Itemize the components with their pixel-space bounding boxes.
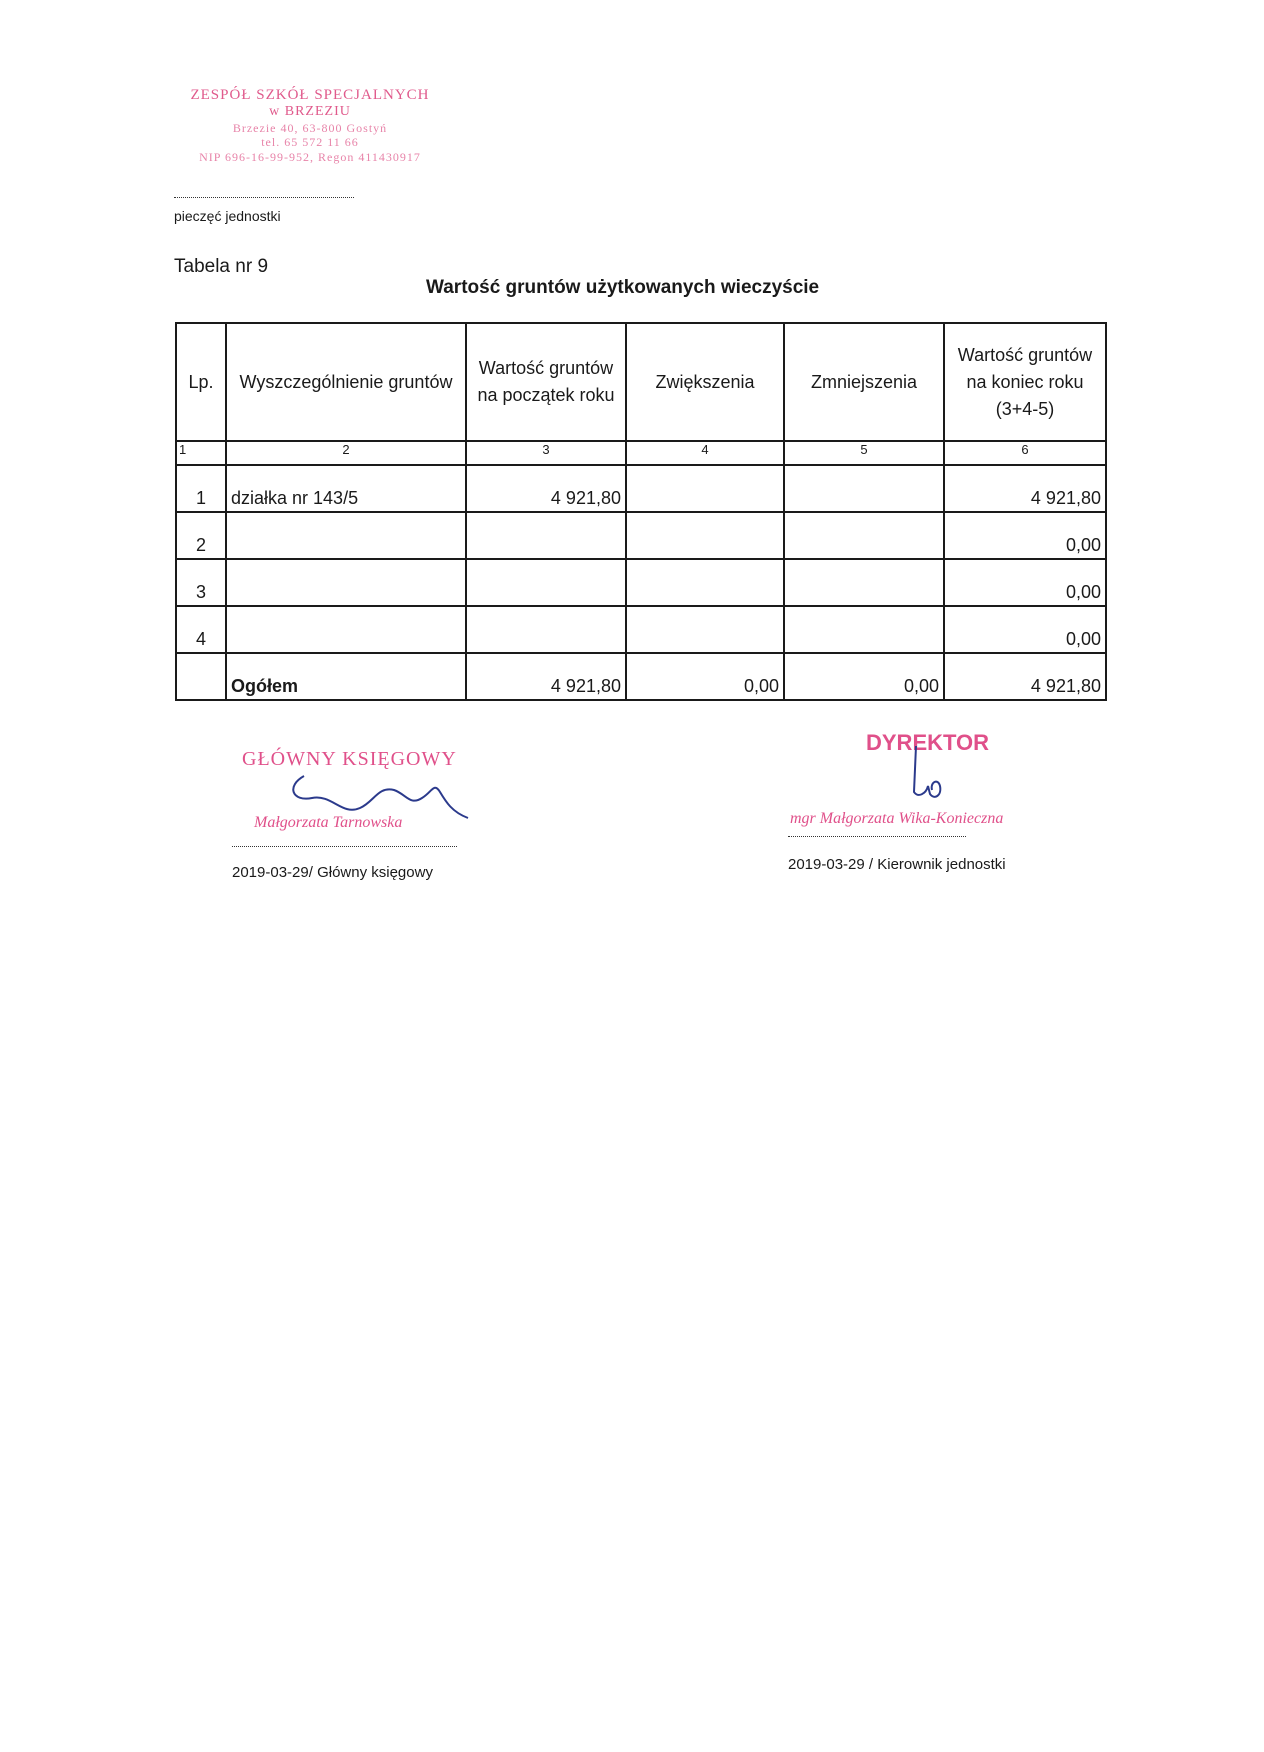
cell-dec: [784, 606, 944, 653]
chief-accountant-stamp-name: Małgorzata Tarnowska: [254, 814, 403, 831]
cell-name: [226, 512, 466, 559]
stamp-line-2: w BRZEZIU: [269, 104, 351, 119]
cell-dec: [784, 465, 944, 512]
stamp-caption: pieczęć jednostki: [174, 208, 281, 224]
col-number: 1: [176, 441, 226, 465]
total-label: Ogółem: [226, 653, 466, 700]
table-row: [176, 512, 1106, 559]
cell-name: działka nr 143/5: [226, 465, 466, 512]
header-increase: Zwiększenia: [626, 323, 784, 441]
cell-inc: [626, 606, 784, 653]
table-number: Tabela nr 9: [174, 256, 269, 277]
column-number-row: [176, 441, 1106, 465]
cell-end: 4 921,80: [944, 465, 1106, 512]
stamp-line-5: NIP 696-16-99-952, Regon 411430917: [199, 149, 421, 164]
cell-dec: [784, 512, 944, 559]
table-row: [176, 465, 1106, 512]
land-value-table: [175, 322, 1107, 701]
stamp-line-3: Brzezie 40, 63-800 Gostyń: [232, 120, 388, 135]
cell-start: [466, 512, 626, 559]
cell-name: [226, 606, 466, 653]
director-signature: [908, 742, 948, 804]
cell-name: [226, 559, 466, 606]
cell-start: [466, 606, 626, 653]
total-start: 4 921,80: [466, 653, 626, 700]
table-header-row: [176, 323, 1106, 441]
header-start-value: Wartość gruntów na początek roku: [466, 323, 626, 441]
total-dec: 0,00: [784, 653, 944, 700]
header-end-value: Wartość gruntów na koniec roku (3+4-5): [944, 323, 1106, 441]
cell-lp: 2: [176, 512, 226, 559]
table-row: [176, 606, 1106, 653]
cell-lp: [176, 653, 226, 700]
total-row: [176, 653, 1106, 700]
cell-lp: 4: [176, 606, 226, 653]
col-number: 6: [944, 441, 1106, 465]
col-number: 4: [626, 441, 784, 465]
stamp-line-4: tel. 65 572 11 66: [261, 135, 359, 150]
cell-end: 0,00: [944, 606, 1106, 653]
cell-inc: [626, 559, 784, 606]
accountant-signature-line: [232, 846, 457, 847]
col-number: 5: [784, 441, 944, 465]
cell-lp: 3: [176, 559, 226, 606]
cell-end: 0,00: [944, 559, 1106, 606]
cell-start: 4 921,80: [466, 465, 626, 512]
accountant-caption: 2019-03-29/ Główny księgowy: [232, 864, 433, 881]
header-name: Wyszczególnienie gruntów: [226, 323, 466, 441]
director-caption: 2019-03-29 / Kierownik jednostki: [788, 856, 1006, 873]
header-lp: Lp.: [176, 323, 226, 441]
chief-accountant-stamp-title: GŁÓWNY KSIĘGOWY: [242, 748, 457, 770]
director-stamp-name: mgr Małgorzata Wika-Konieczna: [790, 810, 1004, 827]
cell-dec: [784, 559, 944, 606]
stamp-line-1: ZESPÓŁ SZKÓŁ SPECJALNYCH: [190, 87, 430, 103]
table-row: [176, 559, 1106, 606]
cell-inc: [626, 465, 784, 512]
unit-stamp: [160, 86, 460, 164]
col-number: 2: [226, 441, 466, 465]
director-signature-line: [788, 836, 966, 837]
cell-start: [466, 559, 626, 606]
total-end: 4 921,80: [944, 653, 1106, 700]
stamp-dotted-line: [174, 197, 354, 198]
total-inc: 0,00: [626, 653, 784, 700]
cell-end: 0,00: [944, 512, 1106, 559]
col-number: 3: [466, 441, 626, 465]
document-title: Wartość gruntów użytkowanych wieczyście: [426, 277, 820, 298]
header-decrease: Zmniejszenia: [784, 323, 944, 441]
cell-inc: [626, 512, 784, 559]
director-stamp-title: DYREKTOR: [866, 730, 990, 755]
cell-lp: 1: [176, 465, 226, 512]
